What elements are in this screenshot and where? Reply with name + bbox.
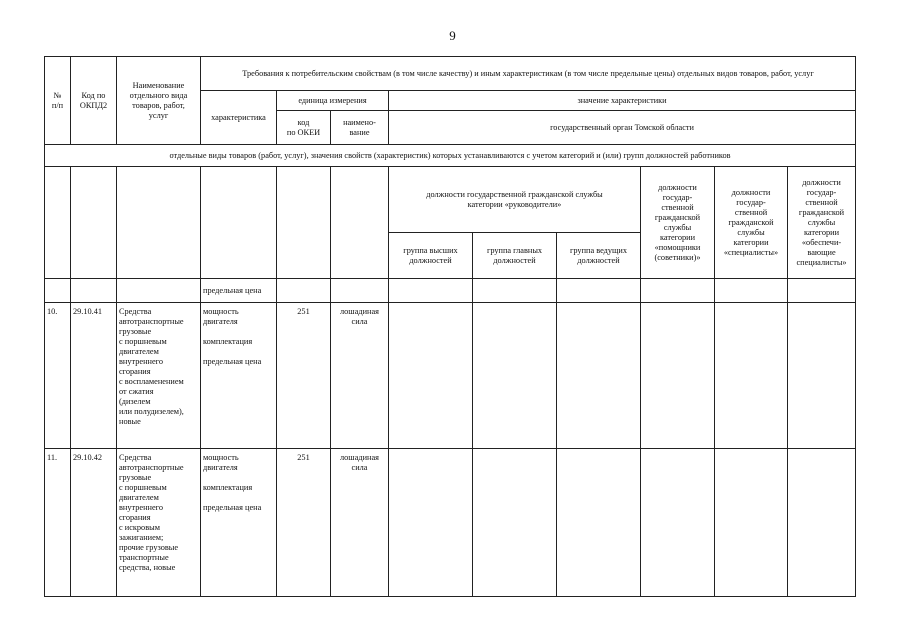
row-num: 10. [45,303,71,449]
row-name: Средства автотранспортные грузовые с поршневым двигателем внутреннего сгорания с искровым зажиганием; прочие грузовые транспортные средства, новые [117,449,201,597]
header-okpd2: Код по ОКПД2 [71,57,117,145]
header-okei-code: код по ОКЕИ [277,111,331,145]
page-number: 9 [449,28,456,43]
requirements-table [44,56,856,597]
header-characteristic: характеристика [201,91,277,145]
header-unit: единица измерения [277,91,389,111]
row-unit: лошадиная сила [331,303,389,449]
subheader-managers: должности государственной гражданской службы категории «руководители» [389,167,641,233]
row-okei: 251 [277,303,331,449]
row-num: 11. [45,449,71,597]
row-characteristics: мощность двигателя комплектация предельная цена [201,449,277,597]
subheader-specialists: должности государ- ственной гражданской службы категории «специалисты» [715,167,788,279]
table-row [45,303,856,449]
row-name: Средства автотранспортные грузовые с поршневым двигателем внутреннего сгорания с воспламенением от сжатия (дизелем или полудизелем), новые [117,303,201,449]
header-requirements: Требования к потребительским свойствам (в том числе качеству) и иным характеристикам (в том числе предельные цены) отдельных видов товаров, работ, услуг [201,57,856,91]
subheader-leading: группа ведущих должностей [557,233,641,279]
subheader-assistants: должности государ- ственной гражданской службы категории «помощники (советники)» [641,167,715,279]
subheader-support: должности государ- ственной гражданской службы категории «обеспечи- вающие специалисты» [788,167,856,279]
section-title: отдельные виды товаров (работ, услуг), значения свойств (характеристик) которых устанавливаются с учетом категорий и (или) групп должностей работников [45,145,856,167]
row-unit: лошадиная сила [331,449,389,597]
row-characteristics: мощность двигателя комплектация предельная цена [201,303,277,449]
subheader-main: группа главных должностей [473,233,557,279]
header-value: значение характеристики [389,91,856,111]
table-row [45,449,856,597]
header-unit-name: наимено- вание [331,111,389,145]
row-code: 29.10.42 [71,449,117,597]
continuation-characteristic: предельная цена [201,279,277,303]
row-code: 29.10.41 [71,303,117,449]
header-name: Наименование отдельного вида товаров, работ, услуг [117,57,201,145]
continuation-row [45,279,856,303]
header-num: № п/п [45,57,71,145]
row-okei: 251 [277,449,331,597]
header-state-body: государственный орган Томской области [389,111,856,145]
subheader-highest: группа высших должностей [389,233,473,279]
